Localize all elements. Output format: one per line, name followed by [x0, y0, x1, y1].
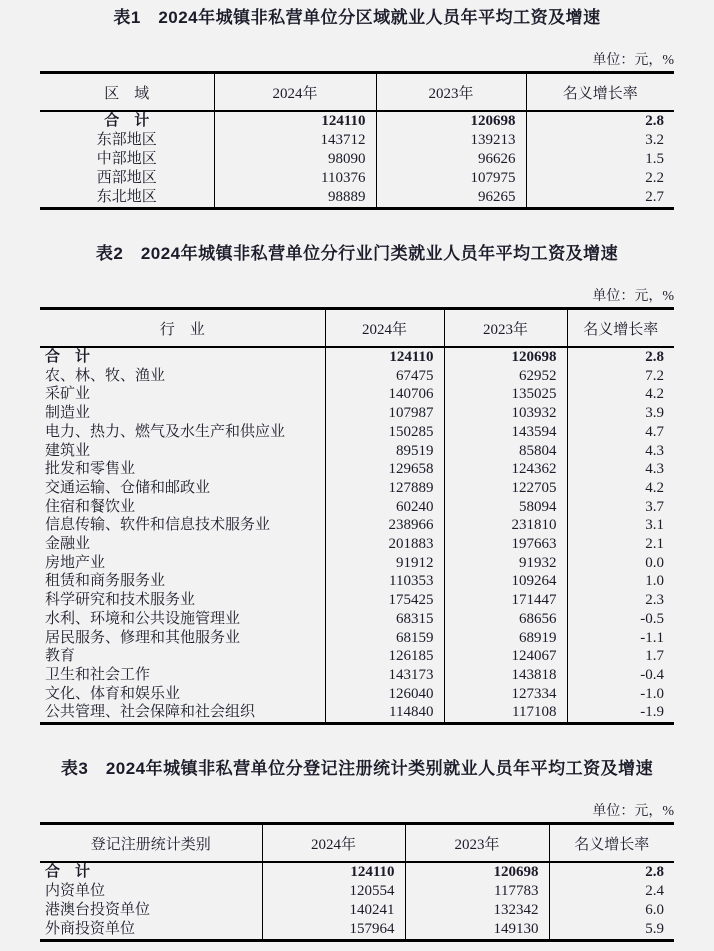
value-2024: 126040	[325, 685, 444, 704]
table-row	[40, 535, 674, 554]
growth-rate: 4.2	[567, 385, 674, 404]
table-row	[40, 479, 674, 498]
growth-rate: -0.5	[567, 610, 674, 629]
growth-rate: 2.4	[549, 882, 674, 901]
growth-rate: 0.0	[567, 554, 674, 573]
industry-wage-table	[40, 307, 674, 725]
value-2024: 124110	[325, 347, 444, 367]
table-row	[40, 920, 674, 941]
row-label: 住宿和餐饮业	[45, 498, 136, 515]
value-2023: 58094	[444, 498, 567, 517]
value-2023: 120698	[376, 111, 526, 131]
growth-rate: 2.8	[549, 862, 674, 882]
growth-rate: 4.2	[567, 479, 674, 498]
table2-header-row	[40, 309, 674, 348]
value-2023: 68656	[444, 610, 567, 629]
table-row	[40, 460, 674, 479]
value-2023: 85804	[444, 442, 567, 461]
growth-rate: 1.0	[567, 572, 674, 591]
table-row	[40, 169, 674, 188]
value-2023: 120698	[444, 347, 567, 367]
value-2023: 139213	[376, 131, 526, 150]
table-row	[40, 572, 674, 591]
table-row	[40, 554, 674, 573]
column-header-2023: 2023年	[405, 824, 549, 863]
table-row	[40, 404, 674, 423]
table-row	[40, 367, 674, 386]
value-2023: 127334	[444, 685, 567, 704]
value-2024: 126185	[325, 647, 444, 666]
growth-rate: 2.1	[567, 535, 674, 554]
row-label: 西部地区	[96, 170, 157, 186]
value-2024: 157964	[262, 920, 405, 941]
row-label: 教育	[45, 648, 76, 665]
row-label: 文化、体育和娱乐业	[45, 685, 181, 702]
row-label: 港澳台投资单位	[45, 902, 151, 919]
column-header-2023: 2023年	[444, 309, 567, 348]
table3-body	[40, 862, 674, 941]
value-2023: 103932	[444, 404, 567, 423]
column-header-2024: 2024年	[214, 73, 376, 112]
growth-rate: 2.3	[567, 591, 674, 610]
value-2023: 117783	[405, 882, 549, 901]
value-2024: 127889	[325, 479, 444, 498]
growth-rate: 4.3	[567, 442, 674, 461]
value-2023: 143594	[444, 423, 567, 442]
row-label: 租赁和商务服务业	[45, 573, 166, 590]
growth-rate: -1.1	[567, 629, 674, 648]
value-2023: 132342	[405, 901, 549, 920]
table-row	[40, 610, 674, 629]
row-label: 公共管理、社会保障和社会组织	[45, 704, 256, 721]
value-2023: 124067	[444, 647, 567, 666]
value-2023: 197663	[444, 535, 567, 554]
value-2024: 60240	[325, 498, 444, 517]
table-row	[40, 703, 674, 723]
growth-rate: 2.7	[526, 188, 674, 209]
column-header-growth: 名义增长率	[526, 73, 674, 112]
table-row	[40, 423, 674, 442]
value-2024: 67475	[325, 367, 444, 386]
table2-body	[40, 347, 674, 724]
table-row	[40, 591, 674, 610]
column-header-growth: 名义增长率	[567, 309, 674, 348]
value-2024: 110376	[214, 169, 376, 188]
table3-section	[40, 758, 674, 942]
table2-title: 表2 2024年城镇非私营单位分行业门类就业人员年平均工资及增速	[95, 244, 619, 263]
growth-rate: -1.9	[567, 703, 674, 723]
value-2023: 231810	[444, 516, 567, 535]
table-row	[40, 882, 674, 901]
growth-rate: 1.5	[526, 150, 674, 169]
row-label: 外商投资单位	[45, 921, 136, 938]
value-2024: 124110	[214, 111, 376, 131]
growth-rate: 3.2	[526, 131, 674, 150]
table1-section	[40, 7, 674, 210]
value-2023: 124362	[444, 460, 567, 479]
value-2024: 143173	[325, 666, 444, 685]
value-2023: 122705	[444, 479, 567, 498]
value-2024: 107987	[325, 404, 444, 423]
table1-header-row	[40, 73, 674, 112]
row-label: 采矿业	[45, 386, 91, 403]
value-2023: 91932	[444, 554, 567, 573]
value-2024: 175425	[325, 591, 444, 610]
row-label: 合 计	[45, 864, 91, 881]
column-header-growth: 名义增长率	[549, 824, 674, 863]
row-label: 房地产业	[45, 554, 106, 571]
column-header-industry: 行 业	[40, 309, 325, 348]
column-header-2024: 2024年	[325, 309, 444, 348]
table3-header-row	[40, 824, 674, 863]
table1-body	[40, 111, 674, 209]
table-row	[40, 862, 674, 882]
row-label: 合 计	[45, 349, 91, 365]
growth-rate: 2.8	[526, 111, 674, 131]
row-label: 东北地区	[96, 189, 157, 205]
column-header-region: 区 域	[40, 73, 214, 112]
row-label: 内资单位	[45, 883, 106, 900]
value-2023: 107975	[376, 169, 526, 188]
table1-title: 表1 2024年城镇非私营单位分区域就业人员年平均工资及增速	[113, 8, 601, 27]
value-2024: 143712	[214, 131, 376, 150]
row-label: 批发和零售业	[45, 461, 136, 478]
value-2023: 135025	[444, 385, 567, 404]
table-row	[40, 516, 674, 535]
growth-rate: 7.2	[567, 367, 674, 386]
value-2024: 68159	[325, 629, 444, 648]
table-row	[40, 647, 674, 666]
table-row	[40, 666, 674, 685]
table-row	[40, 111, 674, 131]
value-2023: 96265	[376, 188, 526, 209]
row-label: 东部地区	[96, 132, 157, 148]
value-2023: 68919	[444, 629, 567, 648]
row-label: 水利、环境和公共设施管理业	[45, 610, 241, 627]
value-2024: 124110	[262, 862, 405, 882]
row-label: 科学研究和技术服务业	[45, 592, 196, 609]
growth-rate: 4.3	[567, 460, 674, 479]
growth-rate: 1.7	[567, 647, 674, 666]
growth-rate: 3.9	[567, 404, 674, 423]
value-2023: 62952	[444, 367, 567, 386]
table2-unit-label: 单位：元，%	[592, 289, 674, 304]
row-label: 金融业	[45, 536, 91, 553]
growth-rate: 2.2	[526, 169, 674, 188]
table-row	[40, 498, 674, 517]
row-label: 合 计	[104, 113, 150, 129]
value-2024: 98090	[214, 150, 376, 169]
value-2023: 143818	[444, 666, 567, 685]
table3-title: 表3 2024年城镇非私营单位分登记注册统计类别就业人员年平均工资及增速	[60, 759, 654, 779]
table-row	[40, 901, 674, 920]
row-label: 农、林、牧、渔业	[45, 367, 166, 384]
row-label: 信息传输、软件和信息技术服务业	[45, 517, 271, 534]
growth-rate: 3.7	[567, 498, 674, 517]
regional-wage-table	[40, 71, 674, 210]
table-row	[40, 188, 674, 209]
table-row	[40, 131, 674, 150]
growth-rate: -0.4	[567, 666, 674, 685]
row-label: 居民服务、修理和其他服务业	[45, 629, 241, 646]
value-2024: 150285	[325, 423, 444, 442]
table2-section	[40, 243, 674, 725]
table-row	[40, 385, 674, 404]
table-row	[40, 442, 674, 461]
growth-rate: 3.1	[567, 516, 674, 535]
value-2023: 117108	[444, 703, 567, 723]
row-label: 制造业	[45, 405, 91, 422]
value-2024: 110353	[325, 572, 444, 591]
value-2024: 114840	[325, 703, 444, 723]
row-label: 建筑业	[45, 442, 91, 459]
row-label: 交通运输、仓储和邮政业	[45, 479, 211, 496]
registration-type-wage-table	[40, 822, 674, 942]
value-2024: 68315	[325, 610, 444, 629]
growth-rate: 2.8	[567, 347, 674, 367]
table3-unit-label: 单位：元，%	[592, 804, 674, 820]
table-row	[40, 629, 674, 648]
value-2023: 149130	[405, 920, 549, 941]
table-row	[40, 685, 674, 704]
row-label: 卫生和社会工作	[45, 666, 151, 683]
growth-rate: 6.0	[549, 901, 674, 920]
value-2024: 140706	[325, 385, 444, 404]
table1-unit-label: 单位：元，%	[592, 53, 674, 68]
value-2024: 238966	[325, 516, 444, 535]
column-header-2023: 2023年	[376, 73, 526, 112]
value-2024: 120554	[262, 882, 405, 901]
column-header-2024: 2024年	[262, 824, 405, 863]
table-row	[40, 347, 674, 367]
value-2023: 96626	[376, 150, 526, 169]
value-2024: 91912	[325, 554, 444, 573]
value-2023: 109264	[444, 572, 567, 591]
column-header-registration-type: 登记注册统计类别	[40, 824, 262, 863]
growth-rate: -1.0	[567, 685, 674, 704]
row-label: 电力、热力、燃气及水生产和供应业	[45, 423, 286, 440]
growth-rate: 5.9	[549, 920, 674, 941]
value-2024: 98889	[214, 188, 376, 209]
value-2024: 129658	[325, 460, 444, 479]
value-2024: 201883	[325, 535, 444, 554]
value-2023: 171447	[444, 591, 567, 610]
value-2023: 120698	[405, 862, 549, 882]
value-2024: 89519	[325, 442, 444, 461]
row-label: 中部地区	[96, 151, 157, 167]
value-2024: 140241	[262, 901, 405, 920]
table-row	[40, 150, 674, 169]
growth-rate: 4.7	[567, 423, 674, 442]
